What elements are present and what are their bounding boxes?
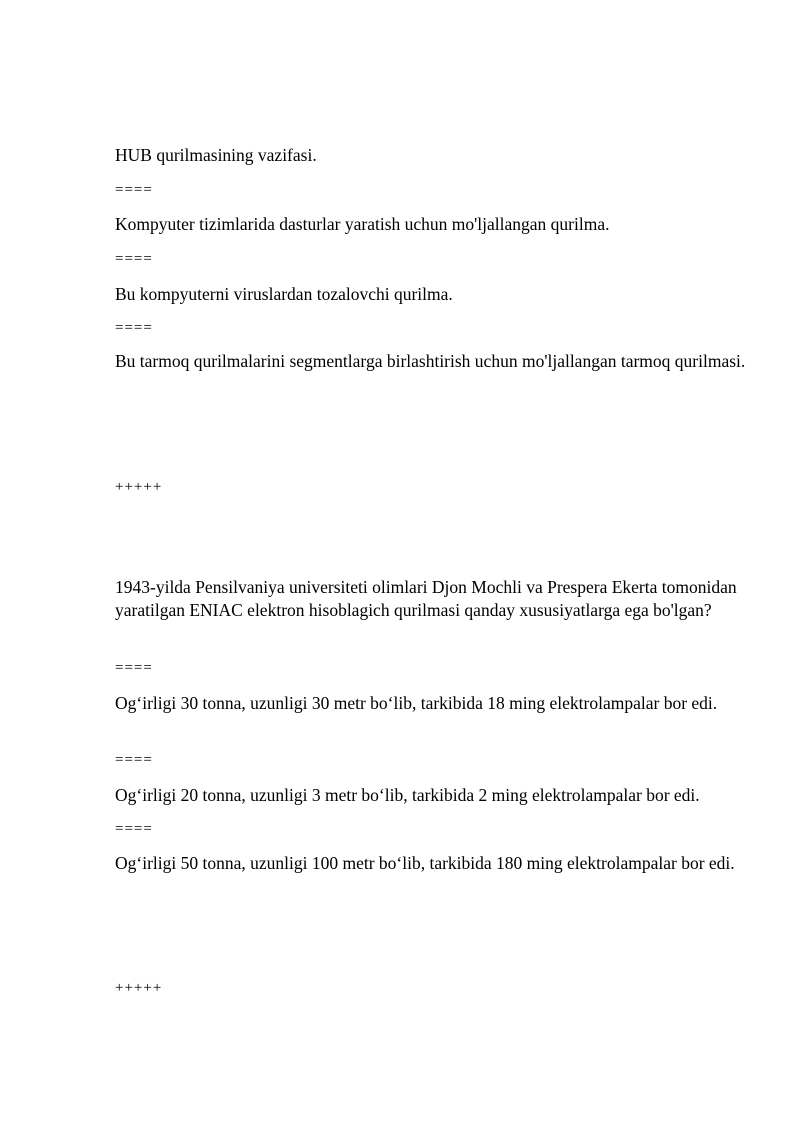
answer-option: Og‘irligi 50 tonna, uzunligi 100 metr bo‘lib, tarkibida 180 ming elektrolampalar bor edi.	[115, 853, 735, 873]
answer-option: Kompyuter tizimlarida dasturlar yaratish uchun mo'ljallangan qurilma.	[115, 214, 610, 234]
separator: ====	[115, 752, 153, 768]
separator: ====	[115, 821, 153, 837]
separator: ====	[115, 182, 153, 198]
end-marker: +++++	[115, 980, 163, 996]
separator: ====	[115, 320, 153, 336]
end-marker: +++++	[115, 479, 163, 495]
separator: ====	[115, 251, 153, 267]
answer-option: Og‘irligi 30 tonna, uzunligi 30 metr bo‘lib, tarkibida 18 ming elektrolampalar bor edi.	[115, 693, 718, 713]
question-text: HUB qurilmasining vazifasi.	[115, 145, 317, 165]
answer-option: Og‘irligi 20 tonna, uzunligi 3 metr bo‘lib, tarkibida 2 ming elektrolampalar bor edi.	[115, 785, 700, 805]
answer-option: Bu tarmoq qurilmalarini segmentlarga birlashtirish uchun mo'ljallangan tarmoq qurilmasi.	[115, 351, 746, 371]
separator: ====	[115, 660, 153, 676]
answer-option: Bu kompyuterni viruslardan tozalovchi qurilma.	[115, 284, 453, 304]
question-text: 1943-yilda Pensilvaniya universiteti olimlari Djon Mochli va Prespera Ekerta tomonidan yaratilgan ENIAC elektron hisoblagich qurilmasi qanday xususiyatlarga ega bo'lgan?	[115, 577, 737, 620]
